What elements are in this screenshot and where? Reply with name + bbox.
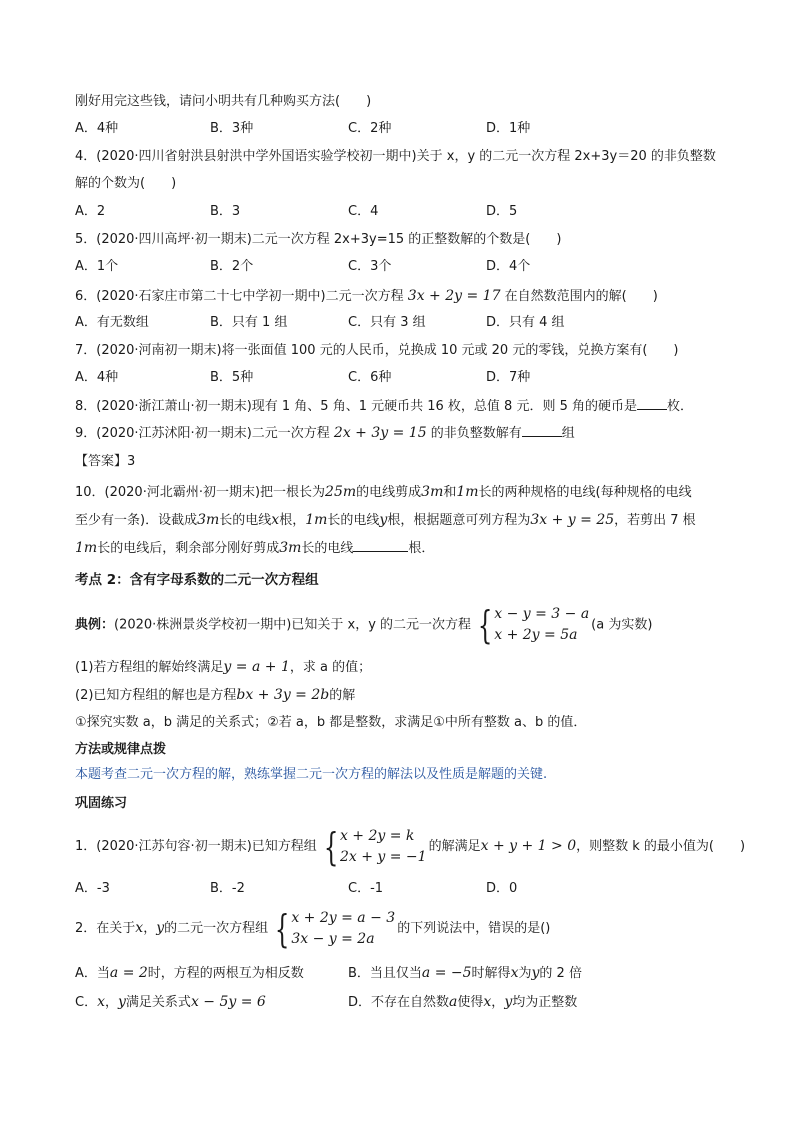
p2c-text: C． bbox=[75, 995, 98, 1010]
q10-text-11: 长的电线后，剩余部分刚好剪成 bbox=[97, 541, 280, 556]
practice-heading: 巩固练习 bbox=[75, 796, 128, 811]
p2-option-c bbox=[75, 993, 266, 1012]
q10-text-13: 根． bbox=[408, 541, 435, 556]
p2-comma: ， bbox=[143, 921, 157, 936]
q10-text-4: 长的两种规格的电线(每种规格的电线 bbox=[478, 485, 692, 500]
q5-option-d: D．4个 bbox=[486, 259, 531, 274]
q4-option-a: A．2 bbox=[75, 204, 106, 219]
example-eq-2: x + 2y = 5a bbox=[494, 627, 578, 643]
ex1-equation: y = a + 1 bbox=[223, 659, 290, 675]
q5-option-b: B．2个 bbox=[210, 259, 254, 274]
practice-1 bbox=[75, 825, 745, 868]
q10-math-x: x bbox=[271, 512, 280, 528]
example-part-1 bbox=[75, 658, 371, 677]
q7-option-c: C．6种 bbox=[348, 370, 392, 385]
method-text: 本题考查二元一次方程的解，熟练掌握二元一次方程的解法以及性质是解题的关键. bbox=[75, 767, 548, 782]
q9-equation: 2x + 3y = 15 bbox=[333, 425, 427, 441]
p1-option-c: C．-1 bbox=[348, 881, 384, 896]
q4-option-d: D．5 bbox=[486, 204, 518, 219]
p1-inequality: x + y + 1 > 0 bbox=[480, 838, 577, 854]
example-tail: (a 为实数) bbox=[591, 617, 653, 633]
question-4-line-2: 解的个数为( ) bbox=[75, 176, 177, 191]
q10-answer-blank bbox=[353, 539, 408, 552]
example-label: 典例： bbox=[75, 617, 115, 633]
p1-text-end: ，则整数 k 的最小值为( ) bbox=[576, 839, 746, 854]
question-3-tail: 刚好用完这些钱，请问小明共有几种购买方法( ) bbox=[75, 94, 372, 109]
question-10-line-3 bbox=[75, 539, 434, 558]
ex2-equation: bx + 3y = 2b bbox=[236, 687, 330, 703]
p2a-text-2: 时，方程的两根互为相反数 bbox=[147, 966, 304, 981]
example-problem bbox=[75, 604, 652, 647]
ex1-text-end: ，求 a 的值； bbox=[289, 660, 372, 675]
p1-option-d: D．0 bbox=[486, 881, 518, 896]
q10-math-3m-b: 3m bbox=[197, 512, 220, 528]
q8-answer-blank bbox=[637, 397, 667, 410]
p2-text-2: 的二元一次方程组 bbox=[164, 921, 269, 936]
q10-math-y: y bbox=[379, 512, 388, 528]
ex2-text-end: 的解 bbox=[329, 688, 356, 703]
example-part-2 bbox=[75, 686, 355, 705]
p2-option-b bbox=[348, 964, 582, 983]
q10-text-12: 长的电线 bbox=[301, 541, 354, 556]
q3-option-a: A．4种 bbox=[75, 121, 119, 136]
brace-symbol: { bbox=[274, 906, 290, 951]
q9-text-mid: 的非负整数解有 bbox=[430, 426, 522, 441]
example-part-3: ①探究实数 a，b 满足的关系式；②若 a，b 都是整数，求满足①中所有整数 a、b 的值． bbox=[75, 715, 587, 730]
q10-text-5: 至少有一条)．设截成 bbox=[75, 513, 198, 528]
q4-option-c: C．4 bbox=[348, 204, 379, 219]
p2d-var-y: y bbox=[504, 994, 513, 1010]
p2b-text-2: 时解得 bbox=[471, 966, 511, 981]
question-8 bbox=[75, 397, 693, 416]
q10-text-7: 根， bbox=[279, 513, 306, 528]
p2-text: 2．在关于 bbox=[75, 921, 136, 936]
p2-option-d bbox=[348, 993, 577, 1012]
q10-text-1: 10．(2020·河北霸州·初一期末)把一根长为 bbox=[75, 485, 326, 500]
q9-text: 9．(2020·江苏沭阳·初一期末)二元一次方程 bbox=[75, 426, 330, 441]
question-5: 5．(2020·四川高坪·初一期末)二元一次方程 2x+3y=15 的正整数解的个数是( ) bbox=[75, 232, 562, 247]
question-7: 7．(2020·河南初一期末)将一张面值 100 元的人民币，兑换成 10 元或 20 元的零钱，兑换方案有( ) bbox=[75, 343, 679, 358]
q8-text-end: 枚． bbox=[666, 399, 693, 414]
p2c-eq: x − 5y = 6 bbox=[190, 994, 266, 1010]
q5-option-a: A．1个 bbox=[75, 259, 119, 274]
q10-text-8: 长的电线 bbox=[327, 513, 380, 528]
q10-math-1m-b: 1m bbox=[305, 512, 328, 528]
p2b-eq: a = −5 bbox=[421, 965, 472, 981]
q10-equation: 3x + y = 25 bbox=[530, 512, 615, 528]
q10-text-10: ，若剪出 7 根 bbox=[614, 513, 696, 528]
question-9 bbox=[75, 424, 575, 443]
p2b-var-x: x bbox=[510, 965, 519, 981]
brace-symbol: { bbox=[323, 824, 339, 869]
q10-math-25m: 25m bbox=[325, 484, 357, 500]
brace-symbol: { bbox=[477, 603, 493, 647]
q10-math-3m-c: 3m bbox=[279, 540, 302, 556]
q9-answer-blank bbox=[522, 424, 562, 437]
question-10-line-1 bbox=[75, 483, 692, 502]
q7-option-a: A．4种 bbox=[75, 370, 119, 385]
q6-text: 6．(2020·石家庄市第二十七中学初一期中)二元一次方程 bbox=[75, 289, 404, 304]
q3-option-c: C．2种 bbox=[348, 121, 392, 136]
question-4-line-1: 4．(2020·四川省射洪县射洪中学外国语实验学校初一期中)关于 x，y 的二元一次方程 2x+3y＝20 的非负整数 bbox=[75, 149, 716, 164]
p2-var-x: x bbox=[135, 920, 144, 936]
p1-text-mid: 的解满足 bbox=[428, 839, 481, 854]
practice-2 bbox=[75, 907, 550, 950]
q8-text: 8．(2020·浙江萧山·初一期末)现有 1 角、5 角、1 元硬币共 16 枚，总值 8 元．则 5 角的硬币是 bbox=[75, 399, 637, 414]
p2b-text-4: 的 2 倍 bbox=[539, 966, 582, 981]
p2-eq-2: 3x − y = 2a bbox=[291, 930, 375, 947]
q6-option-a: A．有无数组 bbox=[75, 315, 149, 330]
p2c-var-x: x bbox=[97, 994, 105, 1010]
p1-equation-system bbox=[319, 826, 427, 868]
example-equation-system bbox=[473, 604, 589, 646]
q10-math-3m: 3m bbox=[421, 484, 444, 500]
p2b-var-y: y bbox=[531, 965, 540, 981]
p2d-text-3: 均为正整数 bbox=[512, 995, 578, 1010]
q6-option-c: C．只有 3 组 bbox=[348, 315, 426, 330]
p2d-text-2: 使得 bbox=[457, 995, 484, 1010]
q4-option-b: B．3 bbox=[210, 204, 241, 219]
p2c-text-2: 满足关系式 bbox=[125, 995, 191, 1010]
p1-eq-2: 2x + y = −1 bbox=[339, 848, 427, 865]
question-6 bbox=[75, 287, 658, 306]
p2d-var-x: x bbox=[483, 994, 492, 1010]
q10-text-2: 的电线剪成 bbox=[356, 485, 422, 500]
p1-text: 1．(2020·江苏句容·初一期末)已知方程组 bbox=[75, 839, 317, 854]
ex2-text: (2)已知方程组的解也是方程 bbox=[75, 688, 237, 703]
q10-text-9: 根，根据题意可列方程为 bbox=[387, 513, 531, 528]
q6-equation: 3x + 2y = 17 bbox=[407, 288, 501, 304]
section-heading-kp2: 考点 2：含有字母系数的二元一次方程组 bbox=[75, 572, 319, 588]
q10-text-6: 长的电线 bbox=[219, 513, 272, 528]
p2d-var-a: a bbox=[449, 994, 458, 1010]
example-eq-1: x − y = 3 − a bbox=[494, 606, 590, 622]
p2-option-a bbox=[75, 964, 304, 983]
q3-option-b: B．3种 bbox=[210, 121, 254, 136]
p2d-comma: ， bbox=[491, 995, 505, 1010]
q7-option-d: D．7种 bbox=[486, 370, 531, 385]
question-10-line-2 bbox=[75, 511, 696, 530]
p2c-comma: ， bbox=[104, 995, 118, 1010]
q7-option-b: B．5种 bbox=[210, 370, 254, 385]
q5-option-c: C．3个 bbox=[348, 259, 392, 274]
p2c-var-y: y bbox=[118, 994, 126, 1010]
q10-math-1m: 1m bbox=[456, 484, 479, 500]
p2-text-end: 的下列说法中，错误的是() bbox=[397, 921, 551, 936]
q6-option-b: B．只有 1 组 bbox=[210, 315, 288, 330]
example-text: (2020·株洲景炎学校初一期中)已知关于 x，y 的二元一次方程 bbox=[114, 617, 472, 633]
p2b-text-3: 为 bbox=[518, 966, 532, 981]
p1-eq-1: x + 2y = k bbox=[339, 827, 415, 844]
p2-equation-system bbox=[270, 908, 395, 950]
p1-option-a: A．-3 bbox=[75, 881, 110, 896]
method-heading: 方法或规律点拨 bbox=[75, 742, 167, 757]
answer-label: 【答案】3 bbox=[75, 454, 136, 469]
q9-text-end: 组 bbox=[561, 426, 575, 441]
q6-text-end: 在自然数范围内的解( ) bbox=[504, 289, 658, 304]
ex1-text: (1)若方程组的解始终满足 bbox=[75, 660, 224, 675]
q6-option-d: D．只有 4 组 bbox=[486, 315, 565, 330]
p2a-text: A．当 bbox=[75, 966, 110, 981]
q10-math-1m-c: 1m bbox=[75, 540, 98, 556]
p2d-text: D．不存在自然数 bbox=[348, 995, 450, 1010]
p2-eq-1: x + 2y = a − 3 bbox=[291, 909, 396, 926]
p2b-text: B．当且仅当 bbox=[348, 966, 422, 981]
q3-option-d: D．1种 bbox=[486, 121, 531, 136]
q10-text-3: 和 bbox=[443, 485, 457, 500]
p2-var-y: y bbox=[156, 920, 165, 936]
p2a-eq: a = 2 bbox=[109, 965, 148, 981]
p1-option-b: B．-2 bbox=[210, 881, 245, 896]
